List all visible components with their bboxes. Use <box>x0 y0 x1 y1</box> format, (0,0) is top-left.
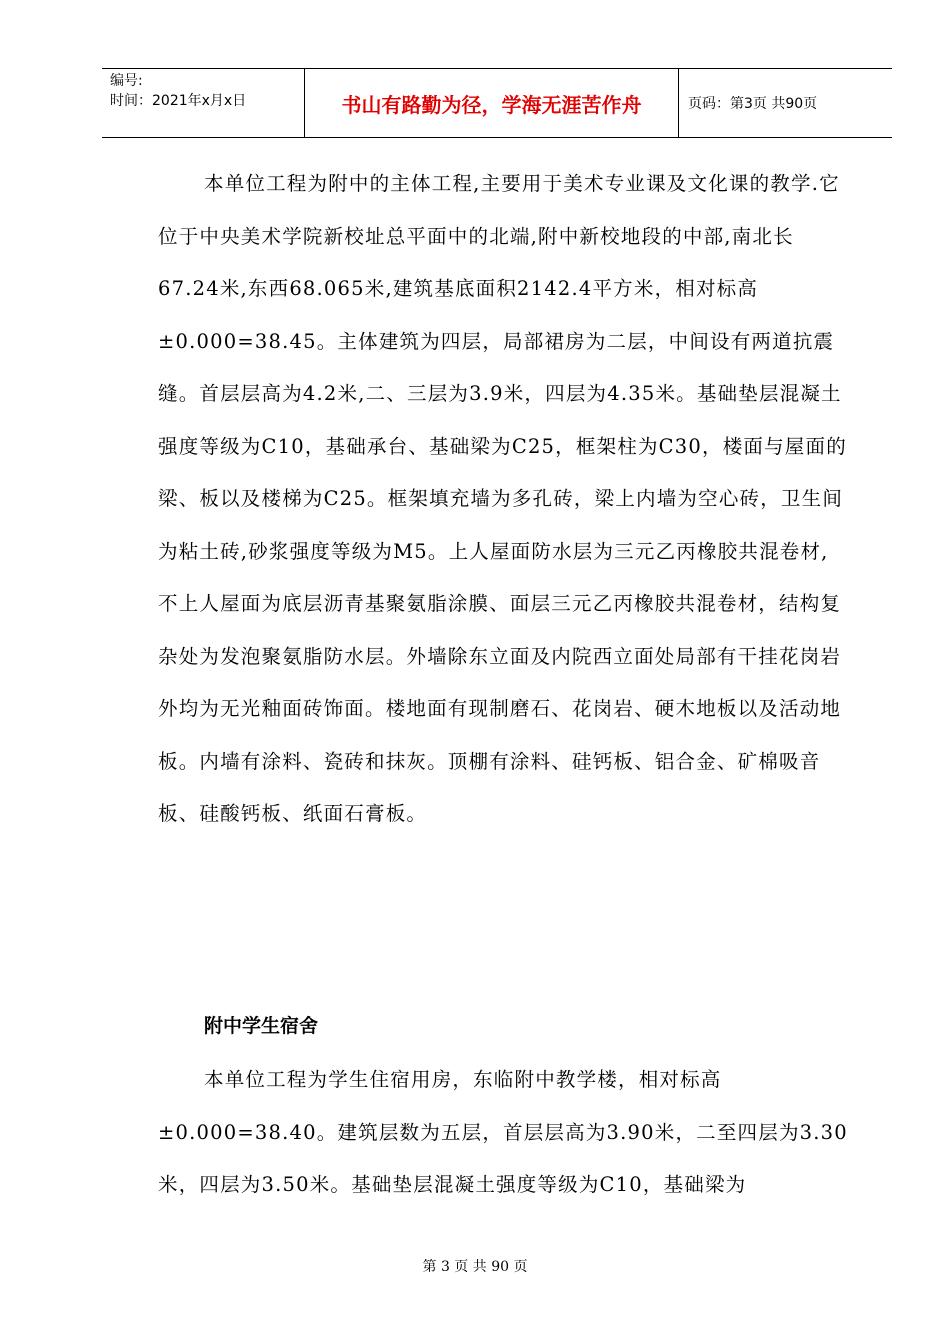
page-footer: 第 3 页 共 90 页 <box>422 1259 528 1275</box>
header-meta <box>110 71 246 111</box>
section2-heading: 附中学生宿舍 <box>204 1015 319 1037</box>
section1-body <box>158 158 848 841</box>
header-time-label: 时间：2021年x月x日 <box>110 93 247 109</box>
header-divider-right <box>678 69 679 137</box>
header-motto: 书山有路勤为径，学海无涯苦作舟 <box>341 92 642 117</box>
header-page-label: 页码：第3页 共90页 <box>688 96 818 112</box>
section2-paragraph: 本单位工程为学生住宿用房，东临附中教学楼，相对标高±0.000=38.40。建筑层数为五层，首层层高为3.90米，二至四层为3.30米，四层为3.50米。基础垫层混凝土强度等级为C10，基础梁为 <box>158 1068 848 1196</box>
section2-body <box>158 1054 848 1212</box>
header-number-label: 编号: <box>110 73 143 89</box>
section1-paragraph: 本单位工程为附中的主体工程,主要用于美术专业课及文化课的教学.它位于中央美术学院新校址总平面中的北端,附中新校地段的中部,南北长67.24米,东西68.065米,建筑基底面积2142.4平方米，相对标高±0.000=38.45。主体建筑为四层，局部裙房为二层，中间设有两道抗震缝。首层层高为4.2米,二、三层为3.9米，四层为4.35米。基础垫层混凝土强度等级为C10，基础承台、基础梁为C25，框架柱为C30，楼面与屋面的梁、板以及楼梯为C25。框架填充墙为多孔砖，梁上内墙为空心砖，卫生间为粘土砖,砂浆强度等级为M5。上人屋面防水层为三元乙丙橡胶共混卷材,不上人屋面为底层沥青基聚氨脂涂膜、面层三元乙丙橡胶共混卷材，结构复杂处为发泡聚氨脂防水层。外墙除东立面及内院西立面处局部有干挂花岗岩外均为无光釉面砖饰面。楼地面有现制磨石、花岗岩、硬木地板以及活动地板。内墙有涂料、瓷砖和抹灰。顶棚有涂料、硅钙板、铝合金、矿棉吸音板、硅酸钙板、纸面石膏板。 <box>158 172 847 825</box>
page-header <box>102 68 892 138</box>
